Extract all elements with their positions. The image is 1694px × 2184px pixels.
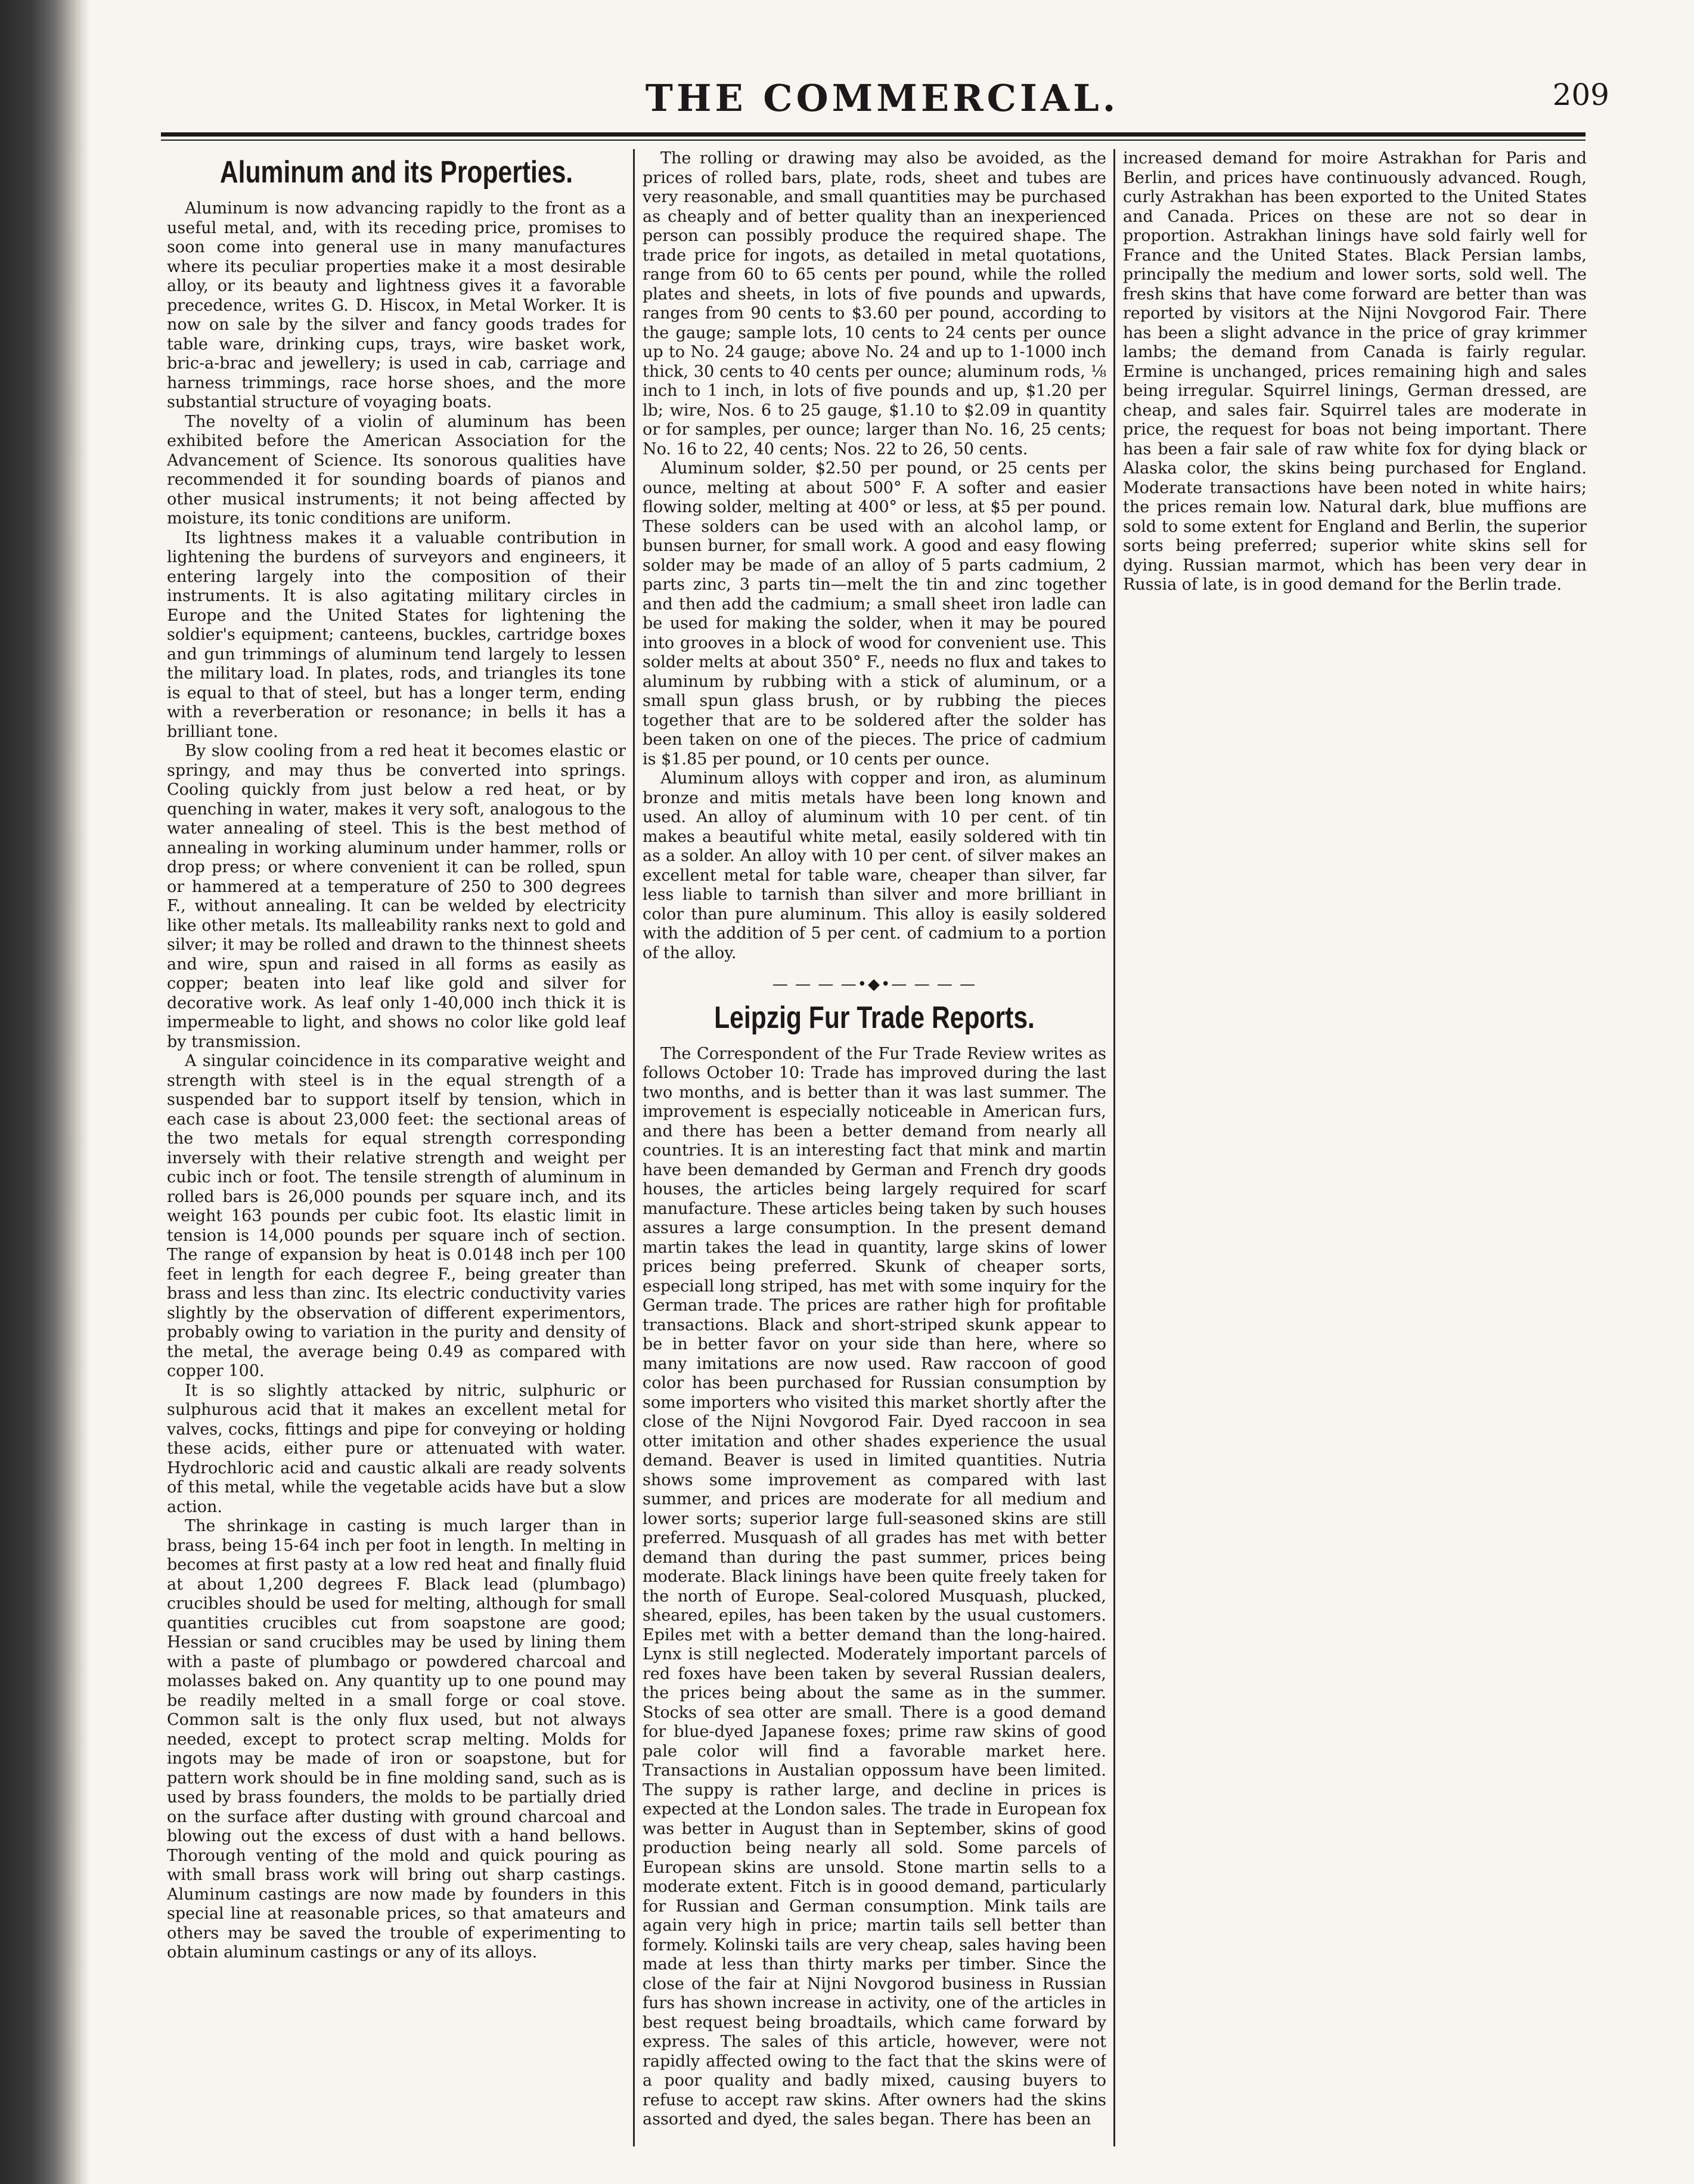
masthead: THE COMMERCIAL.	[645, 76, 1119, 120]
paragraph: The novelty of a violin of aluminum has been exhibited before the American Association for the Advancement of Science. Its sonorous qualities have recommended it for sounding boards of pianos and other musical instruments; it not being affected by moisture, its tonic conditions are uniform.	[167, 412, 626, 528]
column-rule	[1113, 149, 1115, 2146]
paragraph: Aluminum is now advancing rapidly to the front as a useful metal, and, with its receding price, promises to soon come into general use in many manufactures where its peculiar properties make it a most desirable alloy, or its beauty and lightness gives it a favorable precedence, writes G. D. Hiscox, in Metal Worker. It is now on sale by the silver and fancy goods trades for table ware, drinking cups, trays, wire basket work, bric-a-brac and jewellery; is used in cab, carriage and harness trimmings, race horse shoes, and the more substantial structure of voyaging boats.	[167, 199, 626, 411]
paragraph: The Correspondent of the Fur Trade Review writes as follows October 10: Trade has improved during the last two months, and is better than it was last summer. The improvement is especially noticeable in American furs, and there has been a better demand from nearly all countries. It is an interesting fact that mink and martin have been demanded by German and French dry goods houses, the articles being largely required for scarf manufacture. These articles being taken by such houses assures a large consumption. In the present demand martin takes the lead in quantity, large skins of lower prices being preferred. Skunk of cheaper sorts, especiall long striped, has met with some inquiry for the German trade. The prices are rather high for profitable transactions. Black and short-striped skunk appear to be in better favor on your side than here, where so many imitations are now used. Raw raccoon of good color has been purchased for Russian consumption by some importers who visited this market shortly after the close of the Nijni Novgorod Fair. Dyed raccoon in sea otter imitation and other shades experience the usual demand. Beaver is used in limited quantities. Nutria shows some improvement as compared with last summer, and prices are moderate for all medium and lower sorts; superior large full-seasoned skins are still preferred. Musquash of all grades has met with better demand than during the past summer, prices being moderate. Black linings have been quite freely taken for the north of Europe. Seal-colored Musquash, plucked, sheared, epiles, has been taken by the usual customers. Epiles met with a better demand than the long-haired. Lynx is still neglected. Moderately important parcels of red foxes have been taken by several Russian dealers, the prices being about the same as in the summer. Stocks of sea otter are small. There is a good demand for blue-dyed Japanese foxes; prime raw skins of good pale color will find a favorable market here. Transactions in Austalian oppossum have been limited. The suppy is rather large, and decline in prices is expected at the London sales. The trade in European fox was better in August than in September, skins of good production being nearly all sold. Some parcels of European skins are unsold. Stone martin sells to a moderate extent. Fitch is in goood demand, particularly for Russian and German consumption. Mink tails are again very high in price; martin tails sell better than formely. Kolinski tails are very cheap, sales having been made at less than thirty marks per timber. Since the close of the fair at Nijni Novgorod business in Russian furs has shown increase in activity, one of the articles in best request being broadtails, which came forward by express. The sales of this article, however, were not rapidly affected owing to the fact that the skins were of a poor quality and badly mixed, causing buyers to refuse to accept raw skins. After owners had the skins assorted and dyed, the sales began. There has been an	[643, 1044, 1106, 2129]
section-ornament: — — — —•◆•— — — —	[772, 975, 977, 993]
paragraph: increased demand for moire Astrakhan for Paris and Berlin, and prices have continuously advanced. Rough, curly Astrakhan has been exported to the United States and Canada. Prices on these are not so dear in proportion. Astrakhan linings have sold fairly well for France and the United States. Black Persian lambs, principally the medium and lower sorts, sold well. The fresh skins that have come forward are better than was reported by visitors at the Nijni Novgorod Fair. There has been a slight advance in the price of gray krimmer lambs; the demand from Canada is fairly regular. Ermine is unchanged, prices remaining high and sales being irregular. Squirrel linings, German dressed, are cheap, and sales fair. Squirrel tales are moderate in price, the request for boas not being important. There has been a fair sale of raw white fox for dying black or Alaska color, the skins being purchased for England. Moderate transactions have been noted in white hairs; the prices remain low. Natural dark, blue muffions are sold to some extent for England and Berlin, the superior sorts being preferred; superior white skins sell for dying. Russian marmot, which has been very dear in Russia of late, is in good demand for the Berlin trade.	[1123, 149, 1587, 594]
column-rule	[633, 149, 635, 2146]
page-header	[155, 76, 1609, 130]
paragraph: It is so slightly attacked by nitric, sulphuric or sulphurous acid that it makes an excellent metal for valves, cocks, fittings and pipe for conveying or holding these acids, either pure or attenuated with water. Hydrochloric acid and caustic alkali are ready solvents of this metal, while the vegetable acids have but a slow action.	[167, 1381, 626, 1516]
paragraph: Aluminum alloys with copper and iron, as aluminum bronze and mitis metals have been long known and used. An alloy of aluminum with 10 per cent. of tin makes a beautiful white metal, easily soldered with tin as a solder. An alloy with 10 per cent. of silver makes an excellent metal for table ware, cheaper than silver, far less liable to tarnish than silver and more brilliant in color than pure aluminum. This alloy is easily soldered with the addition of 5 per cent. of cadmium to a portion of the alloy.	[643, 769, 1106, 962]
article-title: Aluminum and its Properties.	[219, 155, 573, 190]
column-3	[1123, 149, 1587, 2146]
page-binding-shadow	[0, 0, 89, 2184]
column-2	[643, 149, 1106, 2146]
paragraph: Its lightness makes it a valuable contribution in lightening the burdens of surveyors and engineers, it entering largely into the composition of their instruments. It is also agitating military circles in Europe and the United States for lightening the soldier's equipment; canteens, buckles, cartridge boxes and gun trimmings of aluminum tend largely to lessen the military load. In plates, rods, and triangles its tone is equal to that of steel, but has a longer term, ending with a reverberation or resonance; in bells it has a brilliant tone.	[167, 528, 626, 741]
paragraph: Aluminum solder, $2.50 per pound, or 25 cents per ounce, melting at about 500° F. A softer and easier flowing solder, melting at 400° or less, at $5 per pound. These solders can be used with an alcohol lamp, or bunsen burner, for small work. A good and easy flowing solder may be made of an alloy of 5 parts cadmium, 2 parts zinc, 3 parts tin—melt the tin and zinc together and then add the cadmium; a small sheet iron ladle can be used for making the solder, when it may be poured into grooves in a block of wood for convenient use. This solder melts at about 350° F., needs no flux and takes to aluminum by rubbing with a stick of aluminum, or a small spun glass brush, or by rubbing the pieces together that are to be soldered after the solder has been taken on one of the pieces. The price of cadmium is $1.85 per pound, or 10 cents per ounce.	[643, 459, 1106, 769]
paragraph: The shrinkage in casting is much larger than in brass, being 15-64 inch per foot in length. In melting in becomes at first pasty at a low red heat and finally fluid at about 1,200 degrees F. Black lead (plumbago) crucibles should be used for melting, although for small quantities crucibles cut from soapstone are good; Hessian or sand crucibles may be used by lining them with a paste of plumbago or powdered charcoal and molasses baked on. Any quantity up to one pound may be readily melted in a small forge or coal stove. Common salt is the only flux used, but not always needed, except to protect scrap melting. Molds for ingots may be made of iron or soapstone, but for pattern work should be in fine molding sand, such as is used by brass founders, the molds to be partially dried on the surface after dusting with ground charcoal and blowing out the excess of dust with a hand bellows. Thorough venting of the mold and quick pouring as with small brass work will bring out sharp castings. Aluminum castings are now made by founders in this special line at reasonable prices, so that amateurs and others may be saved the trouble of experimenting to obtain aluminum castings or any of its alloys.	[167, 1517, 626, 1962]
paragraph: The rolling or drawing may also be avoided, as the prices of rolled bars, plate, rods, sheet and tubes are very reasonable, and small quantities may be purchased as cheaply and of better quality than an inexperienced person can possibly produce the required shape. The trade price for ingots, as detailed in metal quotations, range from 60 to 65 cents per pound, while the rolled plates and sheets, in lots of five pounds and upwards, ranges from 90 cents to $3.60 per pound, according to the gauge; sample lots, 10 cents to 24 cents per ounce up to No. 24 gauge; above No. 24 and up to 1-1000 inch thick, 30 cents to 40 cents per ounce; aluminum rods, ⅛ inch to 1 inch, in lots of five pounds and up, $1.20 per lb; wire, Nos. 6 to 25 gauge, $1.10 to $2.09 in quantity or for samples, per ounce; larger than No. 16, 25 cents; No. 16 to 22, 40 cents; Nos. 22 to 26, 50 cents.	[643, 149, 1106, 459]
header-rule	[161, 132, 1586, 137]
paragraph: A singular coincidence in its comparative weight and strength with steel is in the equal strength of a suspended bar to support itself by tension, which in each case is about 23,000 feet: the sectional areas of the two metals for equal strength corresponding inversely with their relative strength and weight per cubic inch or foot. The tensile strength of aluminum in rolled bars is 26,000 pounds per square inch, and its weight 163 pounds per cubic foot. Its elastic limit in tension is 14,000 pounds per square inch of section. The range of expansion by heat is 0.0148 inch per 100 feet in length for each degree F., being greater than brass and less than zinc. Its electric conductivity varies slightly by the observation of different experimentors, probably owing to variation in the purity and density of the metal, the average being 0.49 as compared with copper 100.	[167, 1052, 626, 1380]
paragraph: By slow cooling from a red heat it becomes elastic or springy, and may thus be converted into springs. Cooling quickly from just below a red heat, or by quenching in water, makes it very soft, analogous to the water annealing of steel. This is the best method of annealing in working aluminum under hammer, rolls or drop press; or where convenient it can be rolled, spun or hammered at a temperature of 250 to 300 degrees F., without annealing. It can be welded by electricity like other metals. Its malleability ranks next to gold and silver; it may be rolled and drawn to the thinnest sheets and wire, spun and raised in all forms as easily as copper; beaten into leaf like gold and silver for decorative work. As leaf only 1-40,000 inch thick it is impermeable to light, and shows no color like gold leaf by transmission.	[167, 742, 626, 1051]
page-number: 209	[1552, 78, 1609, 112]
column-1	[167, 149, 626, 2146]
article-title: Leipzig Fur Trade Reports.	[714, 1000, 1035, 1035]
header-rule-thin	[161, 140, 1586, 141]
